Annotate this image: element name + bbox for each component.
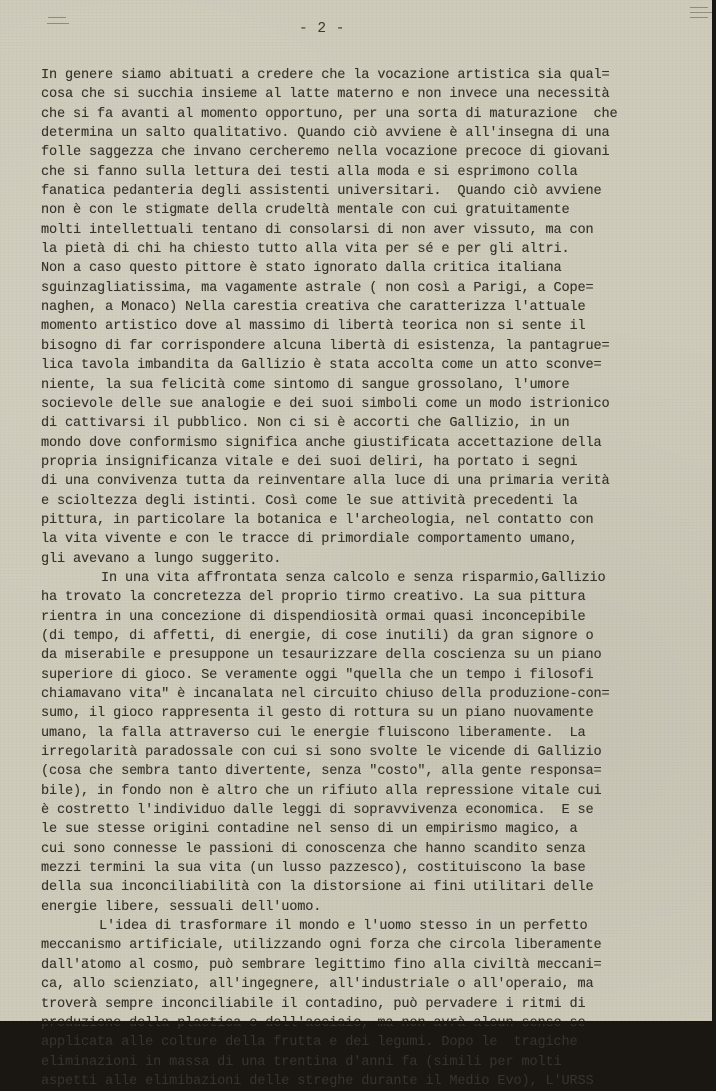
text-line: Non a caso questo pittore è stato ignorato dalla critica italiana <box>41 261 562 277</box>
text-line: In una vita affrontata senza calcolo e senza risparmio,Gallizio <box>101 570 606 586</box>
text-line: energie libere, sessuali dell'uomo. <box>41 899 322 915</box>
text-line: della sua inconciliabilità con la distorsione ai fini utilitari delle <box>41 880 594 896</box>
text-line: superiore di gioco. Se veramente oggi "quella che un tempo i filosofi <box>41 667 594 683</box>
text-line: lica tavola imbandita da Gallizio è stata accolta come un atto sconve= <box>41 358 602 374</box>
text-line: eliminazioni in massa di una trentina d'anni fa (simili per molti <box>41 1054 562 1070</box>
text-line: umano, la falla attraverso cui le energie fluiscono liberamente. La <box>41 725 586 741</box>
text-line: gli avevano a lungo suggerito. <box>41 551 282 567</box>
text-line: L'idea di trasformare il mondo e l'uomo stesso in un perfetto <box>99 919 588 935</box>
text-line: di una convivenza tutta da reinventare alla luce di una primaria verità <box>41 474 610 490</box>
scan-mark-top-right <box>690 7 708 8</box>
text-line: ha trovato la concretezza del proprio tirmo creativo. La sua pittura <box>41 590 586 606</box>
typewritten-body <box>41 66 681 1091</box>
scan-mark-top-right <box>690 17 708 18</box>
text-line: socievole delle sue analogie e dei suoi simboli come un modo istrionico <box>41 396 610 412</box>
scan-mark-top-left <box>48 17 66 18</box>
text-line: mondo dove conformismo significa anche giustificata accettazione della <box>41 435 602 451</box>
text-line: ca, allo scienziato, all'ingegnere, all'industriale o all'operaio, ma <box>41 977 594 993</box>
text-line: sumo, il gioco rappresenta il gesto di rottura su un piano nuovamente <box>41 706 594 722</box>
text-line: naghen, a Monaco) Nella carestia creativa che caratterizza l'attuale <box>41 300 586 316</box>
text-line: cui sono connesse le passioni di conoscenza che hanno scandito senza <box>41 841 586 857</box>
text-line: è costretto l'individuo dalle leggi di sopravvivenza economica. E se <box>41 803 594 819</box>
text-line: non è con le stigmate della crudeltà mentale con cui gratuitamente <box>41 203 570 219</box>
text-line: di cattivarsi il pubblico. Non ci si è accorti che Gallizio, in un <box>41 416 570 432</box>
text-line: da miserabile e presuppone un tesaurizzare della coscienza su un piano <box>41 648 602 664</box>
text-line: bisogno di far corrispondere alcuna libertà di esistenza, la pantagrue= <box>41 338 610 354</box>
text-line: chiamavano vita" è incanalata nel circuito chiuso della produzione-con= <box>41 687 610 702</box>
text-line: niente, la sua felicità come sintomo di sangue grossolano, l'umore <box>41 377 570 393</box>
text-line: rientra in una concezione di dispendiosità ormai quasi inconcepibile <box>41 609 586 625</box>
text-line: determina un salto qualitativo. Quando ciò avviene è all'insegna di una <box>41 126 610 142</box>
text-line: irregolarità paradossale con cui si sono svolte le vicende di Gallizio <box>41 745 602 761</box>
text-line: cosa che si succhia insieme al latte materno e non invece una necessità <box>41 87 610 103</box>
text-line: (di tempo, di affetti, di energie, di cose inutili) da gran signore o <box>41 628 594 644</box>
text-line: la vita vivente e con le tracce di primordiale comportamento umano, <box>41 532 578 548</box>
text-line: In genere siamo abituati a credere che la vocazione artistica sia qual= <box>41 68 610 83</box>
text-line: (cosa che sembra tanto divertente, senza "costo", alla gente responsa= <box>41 764 602 780</box>
text-line: molti intellettuali tentano di consolarsi di non aver vissuto, ma con <box>41 222 594 238</box>
text-line: meccanismo artificiale, utilizzando ogni forza che circola liberamente <box>41 938 602 954</box>
text-line: la pietà di chi ha chiesto tutto alla vita per sé e per gli altri. <box>41 242 570 258</box>
text-line: folle saggezza che invano cercheremo nella vocazione precoce di giovani <box>41 145 610 161</box>
scan-border-right <box>712 0 716 1024</box>
text-line: aspetti alle elimibazioni delle streghe durante il Medio Evo), L'URSS <box>41 1073 594 1089</box>
scan-mark-top-right <box>690 12 712 13</box>
text-line: dall'atomo al cosmo, può sembrare legittimo fino alla civiltà meccani= <box>41 957 602 973</box>
text-line: bile), in fondo non è altro che un rifiuto alla repressione vitale cui <box>41 783 602 799</box>
text-line: fanatica pedanteria degli assistenti universitari. Quando ciò avviene <box>41 184 602 200</box>
text-line: e scioltezza degli istinti. Così come le sue attività precedenti la <box>41 493 578 509</box>
text-line: applicata alle colture della frutta e dei legumi. Dopo le tragiche <box>41 1035 578 1051</box>
text-line: che si fanno sulla lettura dei testi alla moda e si esprimono colla <box>41 164 578 180</box>
text-line: che si fa avanti al momento opportuno, per una sorta di maturazione che <box>41 106 618 122</box>
text-line: momento artistico dove al massimo di libertà teorica non si sente il <box>41 319 586 335</box>
page-number: - 2 - <box>298 21 345 37</box>
text-line: mezzi termini la sua vita (un lusso pazzesco), costituiscono la base <box>41 861 586 877</box>
text-line: propria insignificanza vitale e dei suoi deliri, ha portato i segni <box>41 454 578 470</box>
text-line: troverà sempre inconciliabile il contadino, può pervadere i ritmi di <box>41 996 586 1012</box>
text-line: le sue stesse origini contadine nel senso di un empirismo magico, a <box>41 822 578 838</box>
text-line: pittura, in particolare la botanica e l'archeologia, nel contatto con <box>41 512 594 528</box>
text-line: sguinzagliatissima, ma vagamente astrale ( non così a Parigi, a Cope= <box>41 280 594 296</box>
